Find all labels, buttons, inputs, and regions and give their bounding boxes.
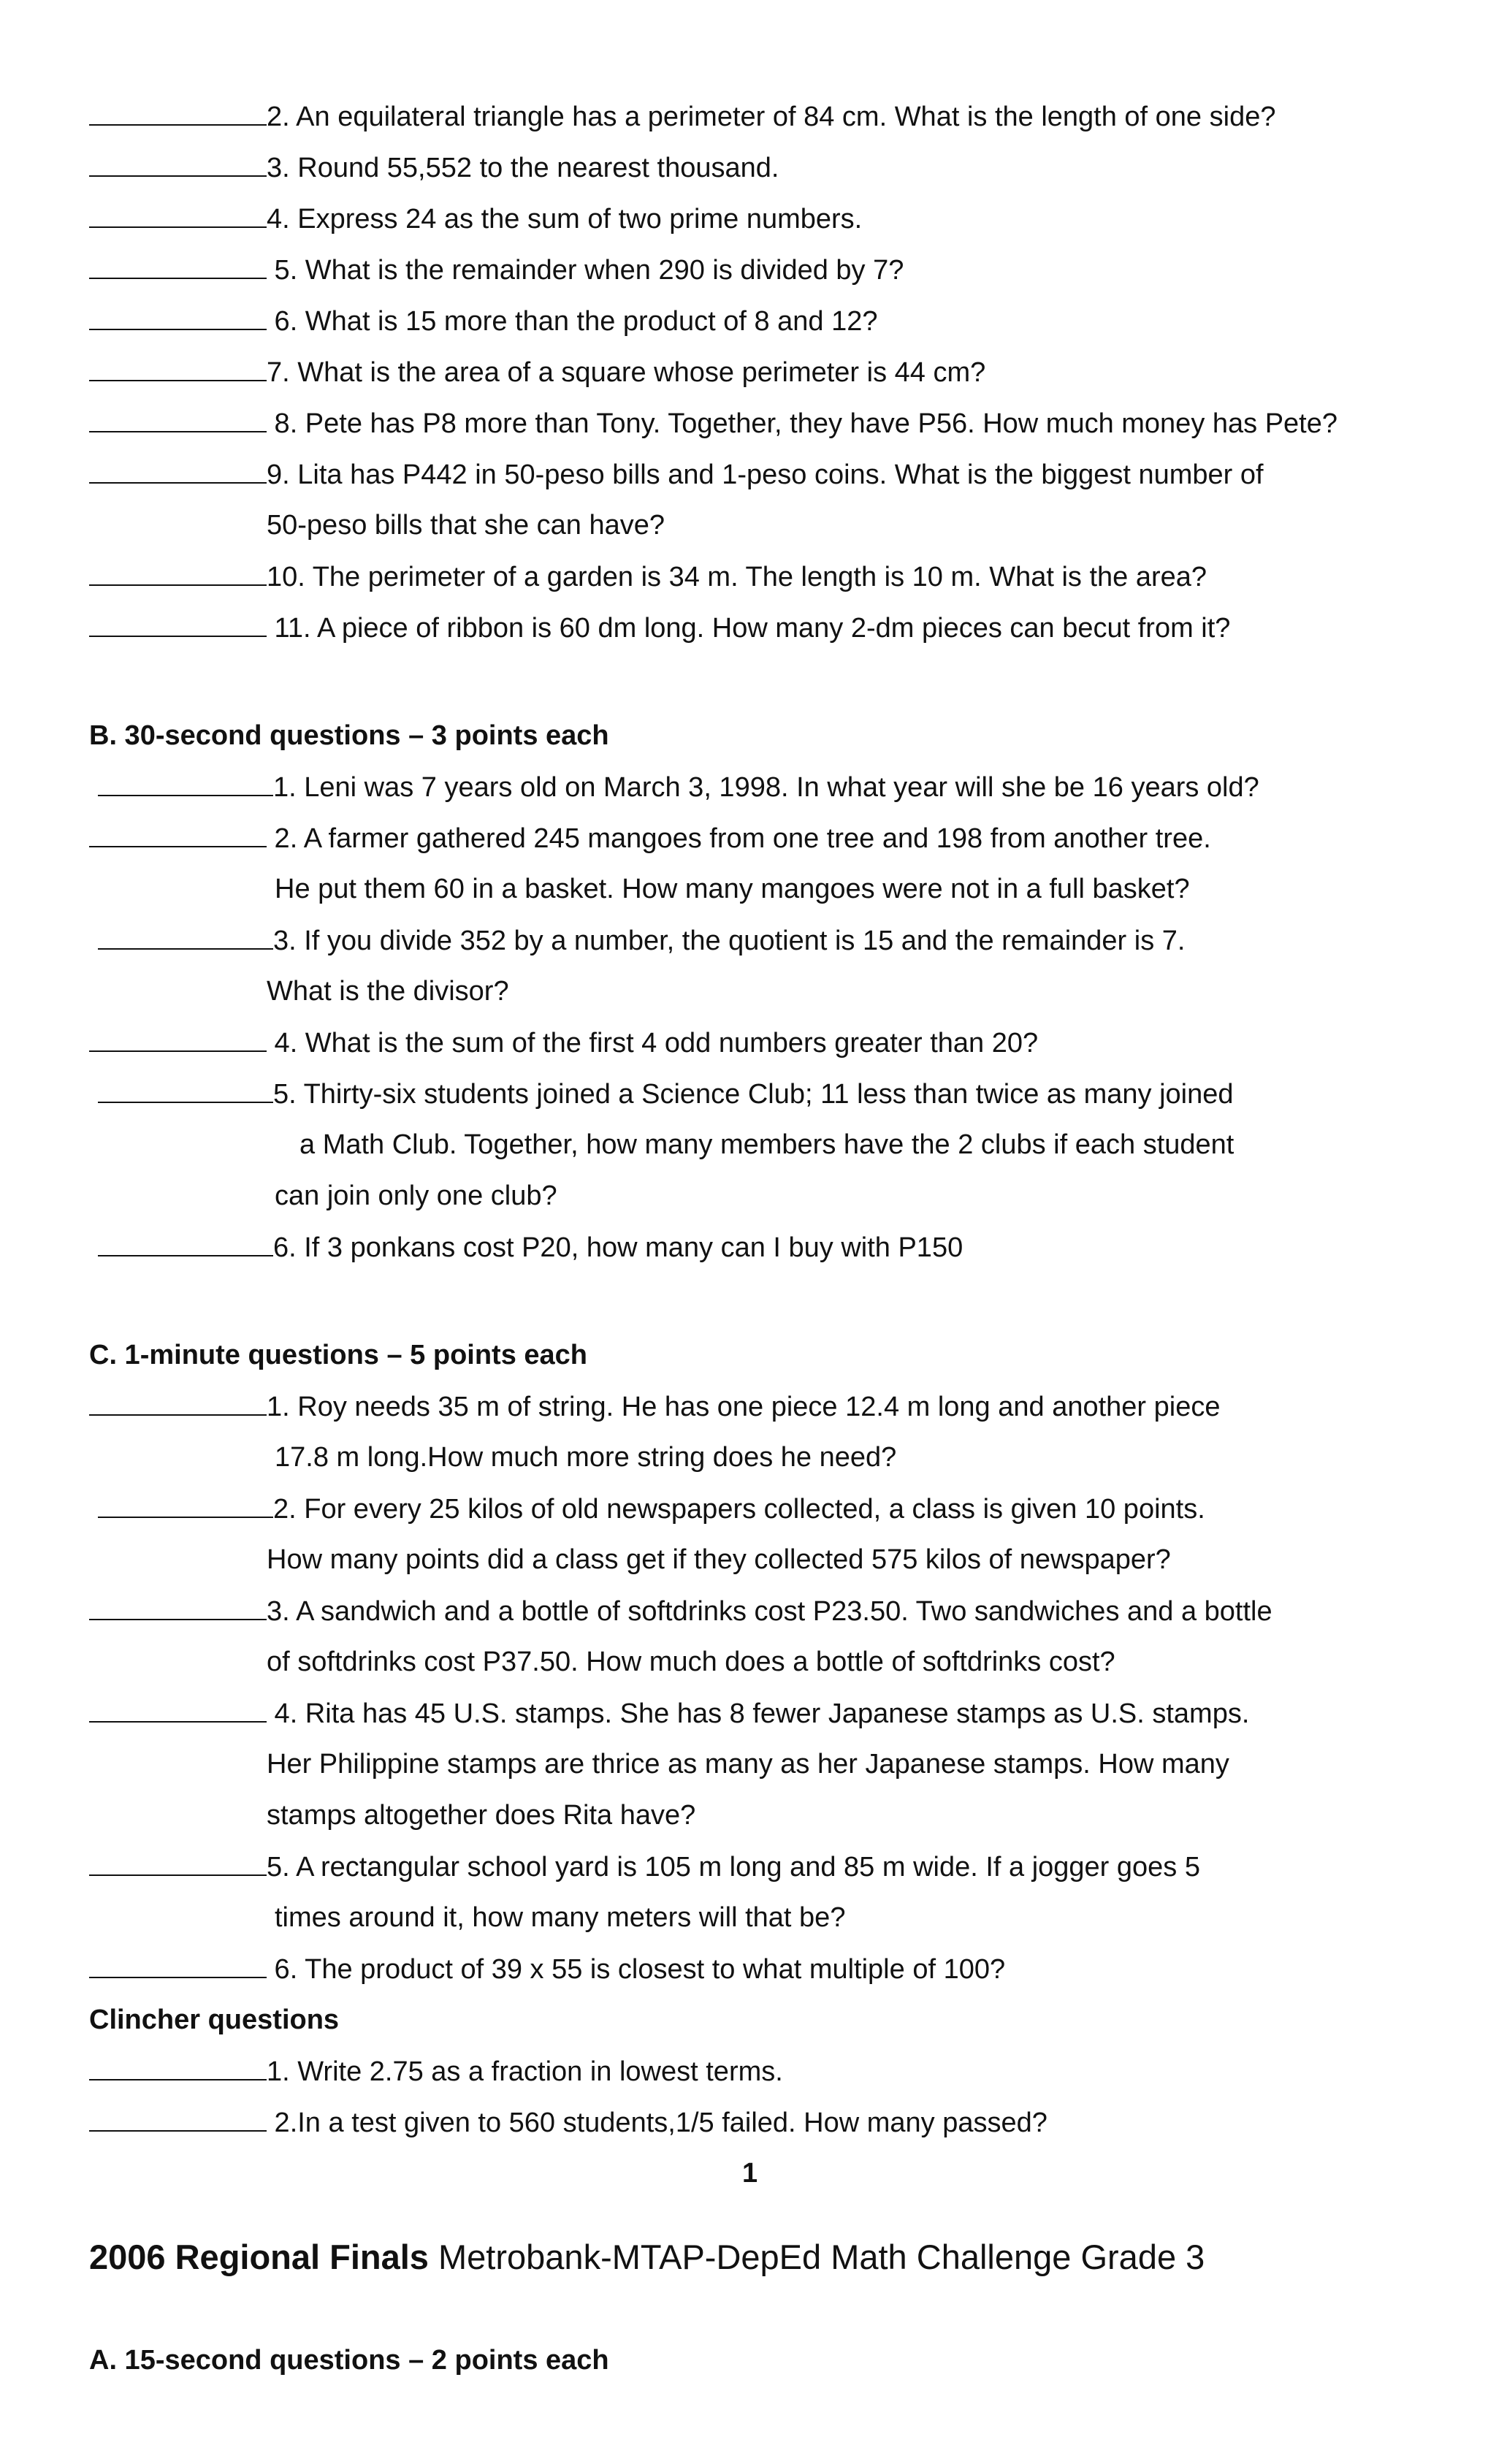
question-b2-continued: He put them 60 in a basket. How many mangoes were not in a full basket? (275, 874, 1190, 904)
answer-blank[interactable] (89, 102, 267, 126)
question-c1-continued: 17.8 m long.How much more string does he need? (275, 1442, 897, 1473)
question-a8: 8. Pete has P8 more than Tony. Together, they have P56. How much money has Pete? (89, 409, 1337, 438)
question-a6: 6. What is 15 more than the product of 8 and 12? (89, 307, 878, 335)
answer-blank[interactable] (98, 1233, 273, 1256)
question-a10: 10. The perimeter of a garden is 34 m. The length is 10 m. What is the area? (89, 562, 1207, 591)
question-a11: 11. A piece of ribbon is 60 dm long. How many 2-dm pieces can becut from it? (89, 614, 1230, 642)
answer-blank[interactable] (89, 460, 267, 484)
question-c2: 2. For every 25 kilos of old newspapers collected, a class is given 10 points. (98, 1495, 1205, 1523)
question-a7: 7. What is the area of a square whose perimeter is 44 cm? (89, 358, 985, 386)
question-a4: 4. Express 24 as the sum of two prime numbers. (89, 205, 862, 233)
answer-blank[interactable] (89, 358, 267, 381)
answer-blank[interactable] (89, 1392, 267, 1416)
answer-blank[interactable] (89, 1029, 267, 1052)
answer-blank[interactable] (89, 1597, 267, 1620)
answer-blank[interactable] (89, 2108, 267, 2132)
question-b4: 4. What is the sum of the first 4 odd numbers greater than 20? (89, 1029, 1038, 1057)
answer-blank[interactable] (98, 926, 273, 950)
question-b6: 6. If 3 ponkans cost P20, how many can I buy with P150 (98, 1233, 963, 1262)
section-c-heading: C. 1-minute questions – 5 points each (89, 1340, 588, 1370)
page-number: 1 (742, 2158, 758, 2189)
page-title (89, 2240, 1205, 2274)
question-c4-continued-2: stamps altogether does Rita have? (267, 1800, 696, 1831)
answer-blank[interactable] (89, 2057, 267, 2080)
question-a5: 5. What is the remainder when 290 is divided by 7? (89, 256, 904, 284)
question-b2: 2. A farmer gathered 245 mangoes from one tree and 198 from another tree. (89, 824, 1211, 853)
question-c4-continued-1: Her Philippine stamps are thrice as many as her Japanese stamps. How many (267, 1749, 1229, 1780)
question-b1: 1. Leni was 7 years old on March 3, 1998. In what year will she be 16 years old? (98, 773, 1259, 801)
question-a9: 9. Lita has P442 in 50-peso bills and 1-peso coins. What is the biggest number of (89, 460, 1264, 489)
question-b3: 3. If you divide 352 by a number, the quotient is 15 and the remainder is 7. (98, 926, 1185, 955)
question-c3: 3. A sandwich and a bottle of softdrinks cost P23.50. Two sandwiches and a bottle (89, 1597, 1272, 1625)
clincher-question-1: 1. Write 2.75 as a fraction in lowest terms. (89, 2057, 783, 2086)
title-bold: 2006 Regional Finals (89, 2238, 429, 2276)
question-c5-continued: times around it, how many meters will that be? (275, 1902, 846, 1933)
question-c4: 4. Rita has 45 U.S. stamps. She has 8 fewer Japanese stamps as U.S. stamps. (89, 1699, 1249, 1728)
answer-blank[interactable] (89, 1853, 267, 1876)
answer-blank[interactable] (89, 256, 267, 279)
question-c6: 6. The product of 39 x 55 is closest to what multiple of 100? (89, 1955, 1005, 1983)
question-a3: 3. Round 55,552 to the nearest thousand. (89, 153, 779, 182)
question-b5-continued-2: can join only one club? (275, 1180, 557, 1211)
section-b-heading: B. 30-second questions – 3 points each (89, 720, 609, 751)
section-a-heading: A. 15-second questions – 2 points each (89, 2345, 609, 2376)
title-rest: Metrobank-MTAP-DepEd Math Challenge Grade 3 (438, 2238, 1205, 2276)
question-a2: 2. An equilateral triangle has a perimeter of 84 cm. What is the length of one side? (89, 102, 1275, 131)
answer-blank[interactable] (89, 614, 267, 637)
answer-blank[interactable] (89, 307, 267, 330)
question-c3-continued: of softdrinks cost P37.50. How much does a bottle of softdrinks cost? (267, 1647, 1115, 1677)
answer-blank[interactable] (98, 1080, 273, 1103)
answer-blank[interactable] (89, 1955, 267, 1978)
question-b3-continued: What is the divisor? (267, 976, 509, 1007)
answer-blank[interactable] (89, 1699, 267, 1723)
clincher-question-2: 2.In a test given to 560 students,1/5 failed. How many passed? (89, 2108, 1047, 2137)
answer-blank[interactable] (89, 409, 267, 432)
question-b5-continued-1: a Math Club. Together, how many members have the 2 clubs if each student (299, 1129, 1234, 1160)
answer-blank[interactable] (89, 153, 267, 177)
question-a9-continued: 50-peso bills that she can have? (267, 510, 665, 541)
question-c2-continued: How many points did a class get if they collected 575 kilos of newspaper? (267, 1544, 1171, 1575)
clincher-heading: Clincher questions (89, 2005, 340, 2035)
question-c1: 1. Roy needs 35 m of string. He has one piece 12.4 m long and another piece (89, 1392, 1221, 1421)
answer-blank[interactable] (98, 773, 273, 796)
answer-blank[interactable] (98, 1495, 273, 1518)
answer-blank[interactable] (89, 824, 267, 847)
answer-blank[interactable] (89, 562, 267, 586)
question-c5: 5. A rectangular school yard is 105 m long and 85 m wide. If a jogger goes 5 (89, 1853, 1200, 1881)
answer-blank[interactable] (89, 205, 267, 228)
question-b5: 5. Thirty-six students joined a Science Club; 11 less than twice as many joined (98, 1080, 1234, 1108)
